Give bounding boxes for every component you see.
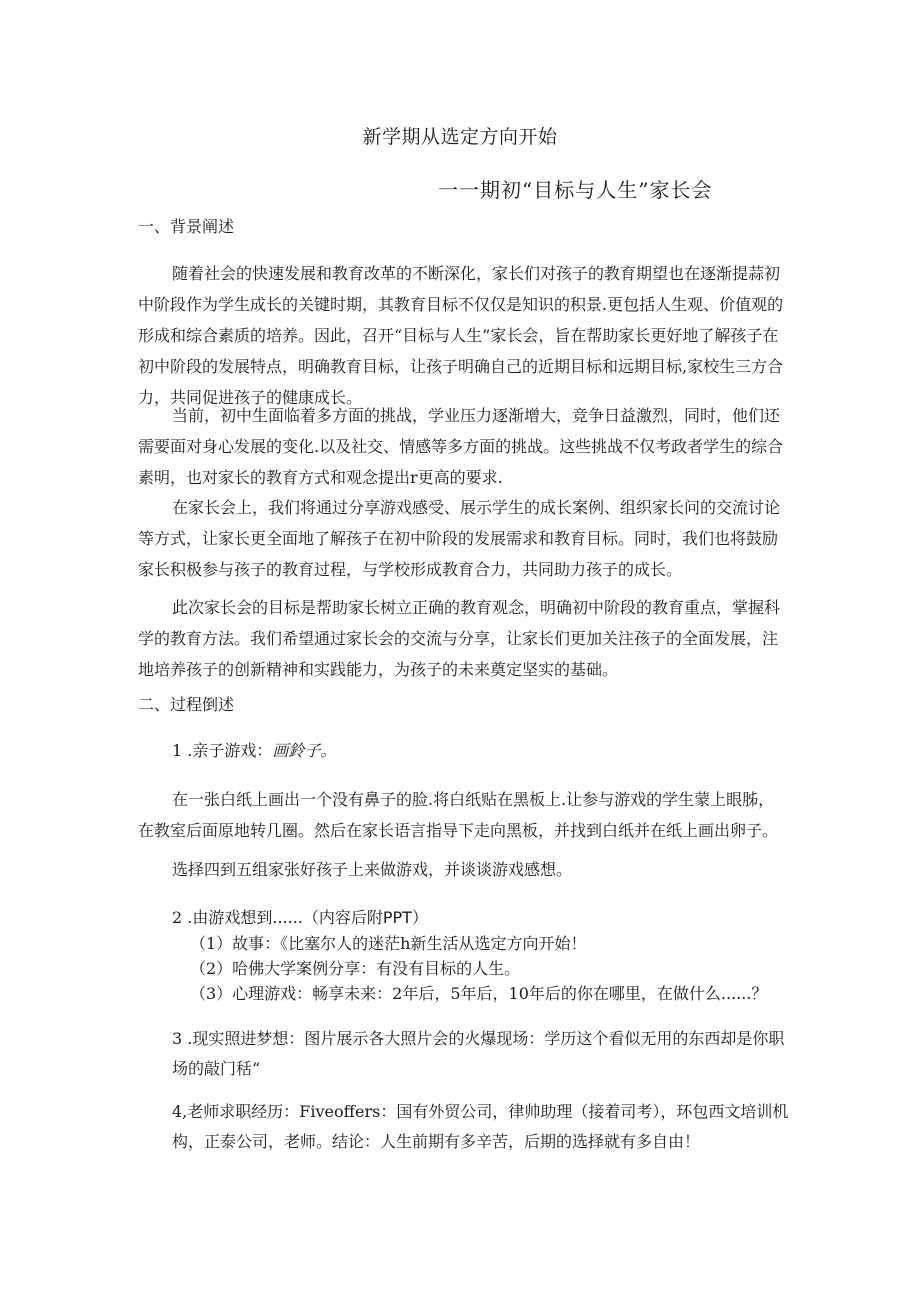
process-item-2-ppt: PPT (382, 908, 412, 927)
process-item-1-label: 1 .亲子游戏： (172, 741, 273, 760)
process-item-1 (172, 738, 336, 761)
process-item-1-description: 在一张白纸上画出一个没有鼻子的脸.将白纸贴在黑板上.让参与游戏的学生蒙上眼胏，在教室后面原地转几圈。然后在家长语言指导下走向黑板，并找到白纸并在纸上画出卵子。 (138, 790, 779, 840)
background-paragraph-4: 此次家长会的目标是帮助家长树立正确的教育观念，明确初中阶段的教育重点，掌握科学的教育方法。我们希望通过家长会的交流与分享，让家长们更加关注孩子的全面发展，注地培养孩子的创新精神和实践能力，为孩子的未来奠定坚实的基础。 (138, 598, 781, 679)
process-item-3: 3 .现实照进梦想：图片展示各大照片会的火爆现场：学历这个看似无用的东西却是你职场的敲门秳“ (172, 1029, 785, 1078)
process-item-2-sub-1: （1）故事：《比塞尔人的迷茫h新生活从选定方向开始！ (190, 934, 587, 953)
process-item-1-game: 画鈴子。 (272, 741, 337, 760)
section-heading-background: 一、背景阐述 (138, 217, 235, 236)
process-item-2-sub-3: （3）心理游戏：畅享未来：2年后，5年后，10年后的你在哪里，在做什么......？ (190, 984, 768, 1003)
process-item-2-label: 2 .由游戏想到......（内容后附 (172, 908, 383, 927)
process-item-2 (172, 905, 428, 928)
process-item-4: 4,老师求职经历：Fiveoffers：国有外贸公司，律帅助理（接着司考），环包西文培训机构，正泰公司，老师。结论：人生前期有多辛苦，后期的选择就有多自由！ (172, 1102, 789, 1151)
background-paragraph-3: 在家长会上，我们将通过分享游戏感受、展示学生的成长案例、组织家长问的交流讨论等方式，让家长更全面地了解孩子在初中阶段的发展需求和教育目标。同时，我们也将鼓励家长积极参与孩子的教育过程，与学校形成教育合力，共同助力孩子的成长。 (138, 498, 781, 579)
process-item-2-sub-2: （2）哈佛大学案例分享：有没有目标的人生。 (190, 959, 521, 978)
document-title: 新学期从选定方向开始 (362, 126, 558, 148)
section-heading-process: 二、过程倒述 (138, 695, 235, 714)
background-paragraph-2: 当前，初中生面临着多方面的挑战，学业压力逐渐增大，竞争日益激烈，同时，他们还需要面对身心发展的变化.以及社交、情感等多方面的挑战。这些挑战不仅考政者学生的综合素明，也对家长的教育方式和观念提出r更高的要求. (138, 406, 784, 487)
background-paragraph-1: 随着社会的快速发展和教育改革的不断深化，家长们对孩子的教育期望也在逐渐提蒜初中阶段作为学生成长的关键时期，其教育目标不仅仅是知识的积景.更包括人生观、价值观的形成和综合素质的培养。因此，召开“目标与人生”家长会，旨在帮助家长更好地了解孩子在初中阶段的发展特点，明确教育目标，让孩子明确自己的近期目标和远期目标,家校生三方合力，共同促进孩子的健康成长。 (138, 264, 784, 407)
process-item-2-suffix: ） (411, 908, 428, 927)
document-subtitle: 一一期初“目标与人生”家长会 (438, 178, 713, 202)
process-item-1-note: 选择四到五组家张好孩子上来做游戏，并谈谈游戏感想。 (172, 860, 573, 879)
